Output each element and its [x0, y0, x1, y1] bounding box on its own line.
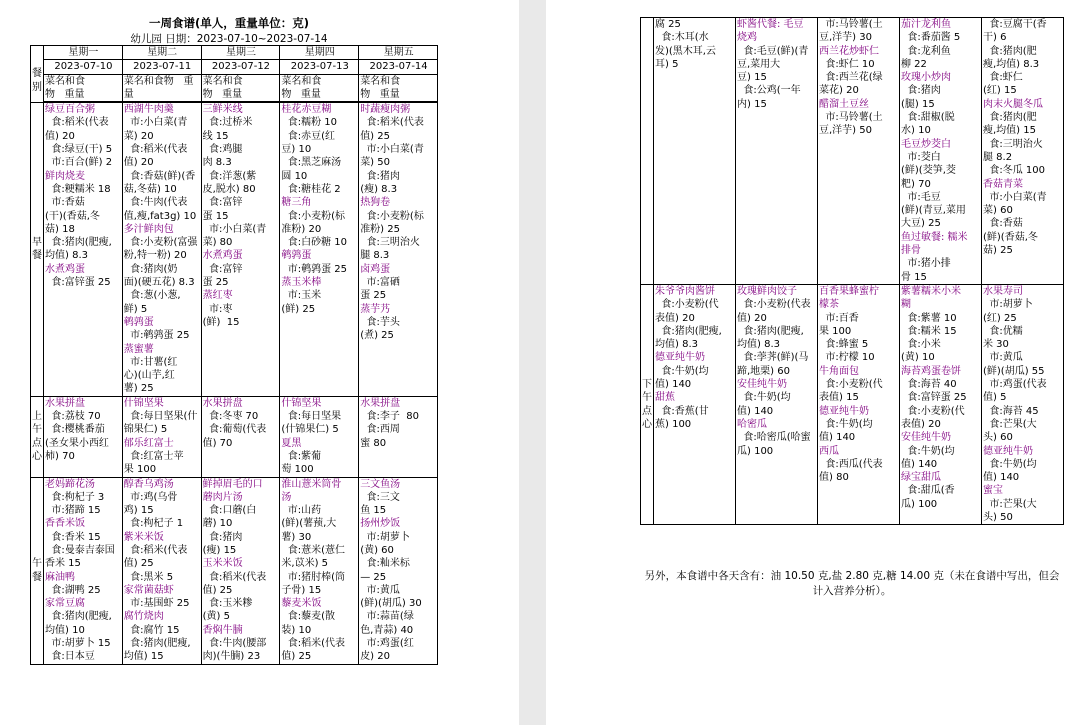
day-name: 星期五	[359, 46, 438, 60]
meal-row	[31, 103, 438, 397]
ingredient-line: 市:猪小排 骨 15	[901, 258, 951, 283]
menu-cell	[201, 103, 280, 397]
dish-name: 麻油鸭	[45, 571, 75, 583]
ingredient-line: 市:百香 果 100	[819, 312, 859, 337]
meal-label: 午 餐	[31, 477, 44, 664]
dish-name: 哈密瓜	[737, 418, 767, 430]
column-subheader-text: 菜名和食 物 重量	[202, 75, 243, 100]
ingredient-line: 食:小麦粉(标 准粉) 25	[360, 210, 424, 235]
ingredient-line: 食:小麦粉(代 表值) 20	[901, 405, 965, 430]
dish-name: 绿豆百合粥	[45, 104, 95, 116]
ingredient-line: 食:每日坚果 (什锦果仁) 5	[281, 411, 342, 436]
dish-name: 香香米饭	[45, 518, 85, 530]
menu-cell	[736, 18, 818, 285]
menu-cell	[900, 18, 982, 285]
ingredient-line: 食:公鸡(一年 内) 15	[737, 85, 801, 110]
ingredient-line: 食:糯粉 10	[281, 117, 338, 129]
ingredient-line: 食:紫薯 10	[901, 312, 957, 324]
menu-cell	[44, 103, 123, 397]
ingredient-line: 市:芒果(大 头) 50	[983, 498, 1037, 523]
dish-name: 西兰花炒虾仁	[819, 45, 879, 57]
ingredient-line: 食:玉米糁 (黄) 5	[202, 598, 253, 623]
ingredient-line: 食:稻米(代表 值) 25	[281, 638, 346, 663]
dish-name: 茄汁龙利鱼	[901, 19, 951, 30]
ingredient-line: 食:龙利鱼 柳 22	[901, 45, 951, 70]
ingredient-line: 食:猪肉(肥瘦, 均值) 15	[123, 638, 191, 663]
dish-name: 藜麦米饭	[281, 598, 322, 610]
document-page-2	[546, 0, 1080, 725]
ingredient-line: 市:鹌鹑蛋 25	[281, 263, 348, 275]
column-subheader-text: 菜名和食 物 重量	[281, 75, 322, 100]
ingredient-line: 市:鸡蛋(代表 值) 5	[983, 379, 1047, 404]
ingredient-line: 食:牛肉(腰部 肉)(牛腩) 23	[202, 638, 267, 663]
ingredient-line: 食:稻米(代表 值) 25	[360, 117, 424, 142]
weekly-menu-table-continued	[640, 17, 1064, 525]
ingredient-line: 食:白砂糖 10	[281, 237, 348, 249]
dish-name: 安佳纯牛奶	[737, 379, 787, 391]
ingredient-line: 食:猪肉(肥 瘦,均值) 8.3	[983, 45, 1040, 70]
document-page-1	[0, 0, 519, 725]
column-subheader-text: 菜名和食 物 重量	[45, 75, 85, 100]
ingredient-line: 食:猪肉 (腿) 15	[901, 85, 941, 110]
ingredient-line: 市:猪肘棒(筒 子骨) 15	[281, 571, 346, 596]
menu-cell	[44, 477, 123, 664]
ingredient-line: 食:鸡腿 肉 8.3	[202, 144, 243, 169]
ingredient-line: 食:糯米 15	[901, 325, 957, 337]
dish-name: 水果拼盘	[360, 397, 401, 409]
menu-cell	[359, 396, 438, 477]
meal-label: 下 午 点 心	[641, 284, 654, 524]
ingredient-line: 食:小麦粉(代表 值) 20	[737, 299, 811, 324]
menu-cell	[982, 284, 1064, 524]
ingredient-line: 食:番茄酱 5	[901, 32, 961, 44]
dish-name: 老妈蹄花汤	[45, 478, 95, 490]
ingredient-line: 食:小麦粉(代 表值) 20	[655, 299, 719, 324]
column-subheader	[280, 74, 359, 102]
ingredient-line: 市:马铃薯(土 豆,洋芋) 50	[819, 112, 883, 137]
ingredient-line: 食:稻米(代表 值) 25	[202, 571, 267, 596]
ingredient-line: 食:富锌 蛋 15	[202, 197, 243, 222]
menu-cell	[654, 18, 736, 285]
ingredient-line: 食:芋头 (煮) 25	[360, 316, 400, 342]
dish-name: 多汁鲜肉包	[123, 223, 174, 235]
ingredient-line: 食:黑芝麻汤 圆 10	[281, 157, 342, 182]
dish-name: 绿宝甜瓜	[901, 472, 941, 484]
ingredient-line: 食:猪肉 (瘦) 15	[202, 531, 243, 556]
dish-name: 家常豆腐	[45, 598, 85, 610]
meal-label: 早 餐	[31, 103, 44, 397]
dish-name: 三鲜米线	[202, 104, 243, 116]
day-name: 星期三	[201, 46, 280, 60]
ingredient-line: 食:牛奶(均 值) 140	[901, 445, 955, 470]
menu-cell	[122, 396, 201, 477]
dish-name: 鹌鹑蛋	[123, 316, 154, 328]
ingredient-line: 食:粳糯米 18	[45, 183, 111, 195]
ingredient-line: 食:蜂蜜 5	[819, 339, 869, 351]
ingredient-line: 食:牛肉(代表 值,瘦,fat3g) 10	[123, 197, 197, 222]
ingredient-line: 食:西兰花(绿 菜花) 20	[819, 72, 883, 97]
ingredient-line: 食:冬枣 70	[202, 411, 259, 423]
dish-name: 虾酱代餐: 毛豆 烧鸡	[737, 19, 804, 44]
menu-cell	[359, 477, 438, 664]
ingredient-line: 食:西周 蜜 80	[360, 424, 400, 449]
dish-name: 海苔鸡蛋卷饼	[901, 365, 961, 377]
page-gutter	[519, 0, 546, 725]
ingredient-line: 食:牛奶(均 值) 140	[819, 418, 873, 444]
dish-name: 蒸玉米棒	[281, 277, 322, 289]
ingredient-line: 市:胡萝卜 (黄) 60	[360, 531, 410, 556]
ingredient-line: 食:猪肉(肥瘦, 均值) 8.3	[45, 237, 112, 262]
dish-name: 家常菌菇虾	[123, 584, 174, 596]
column-subheader	[359, 74, 438, 102]
ingredient-line: 市:基围虾 25	[123, 598, 190, 610]
dish-name: 水果拼盘	[45, 397, 85, 409]
ingredient-line: 市:鸡蛋(红 皮) 20	[360, 638, 414, 663]
dish-name: 水煮鸡蛋	[45, 263, 85, 275]
menu-cell	[359, 103, 438, 397]
menu-cell	[280, 396, 359, 477]
menu-cell	[201, 477, 280, 664]
ingredient-line: 食:湖鸭 25	[45, 584, 101, 596]
ingredient-line: 市:小白菜(青 菜) 20	[123, 117, 188, 142]
menu-subtitle: 幼儿园 日期：2023-07-10~2023-07-14	[130, 33, 328, 45]
ingredient-line: 市:毛豆 (鲜)(青豆,菜用 大豆) 25	[901, 191, 966, 230]
ingredient-line: 食:黑米 5	[123, 571, 174, 583]
ingredient-line: 食:木耳(水 发)(黑木耳,云 耳) 5	[655, 32, 716, 70]
day-date: 2023-07-10	[44, 60, 123, 74]
dish-name: 玫瑰小炒肉	[901, 72, 951, 84]
dish-name: 德亚纯牛奶	[983, 445, 1033, 457]
dish-name: 蜜宝	[983, 485, 1003, 497]
ingredient-line: 食:猪肉(奶 面)(硬五花) 8.3	[123, 263, 195, 289]
ingredient-line: 食:绿豆(干) 5	[45, 144, 113, 156]
column-subheader	[44, 74, 123, 102]
ingredient-line: 市:马铃薯(土 豆,洋芋) 30	[819, 19, 883, 44]
day-date: 2023-07-12	[201, 60, 280, 74]
ingredient-line: 食:海苔 45	[983, 405, 1039, 417]
ingredient-line: 食:富锌蛋 25	[45, 277, 111, 289]
meal-label: 上 午 点 心	[31, 396, 44, 477]
dish-name: 百香果蜂蜜柠 檬茶	[819, 285, 879, 311]
ingredient-line: 市:茭白 (鲜)(茭笋,茭 粑) 70	[901, 151, 956, 190]
dish-name: 醇香乌鸡汤	[123, 478, 174, 490]
dish-name: 时蔬瘦肉粥	[360, 104, 411, 116]
day-date: 2023-07-11	[122, 60, 201, 74]
ingredient-line: 食:冬瓜 100	[983, 165, 1045, 177]
ingredient-line: 食:稻米(代表 值) 25	[123, 544, 188, 570]
ingredient-line: 食:甜椒(脱 水) 10	[901, 112, 955, 137]
dish-name: 西瓜	[819, 445, 839, 457]
ingredient-line: 食:海苔 40	[901, 379, 957, 391]
dish-name: 糖三角	[281, 197, 312, 209]
dish-name: 香菇青菜	[983, 178, 1023, 190]
menu-cell	[818, 284, 900, 524]
meal-header: 餐 别	[31, 46, 44, 103]
dish-name: 紫米米饭	[123, 531, 164, 543]
ingredient-line: 食:三明治火 腿 8.2	[983, 138, 1043, 163]
dish-name: 腐竹烧肉	[123, 611, 164, 623]
ingredient-line: 食:猪肉(肥瘦, 均值) 8.3	[655, 325, 722, 351]
ingredient-line: 食:葡萄(代表 值) 70	[202, 424, 267, 449]
ingredient-line: 市:鹌鹑蛋 25	[123, 330, 190, 342]
menu-cell	[201, 396, 280, 477]
column-subheader-text: 菜名和食物 重 量	[123, 75, 194, 100]
dish-name: 什锦坚果	[281, 397, 322, 409]
dish-name: 紫薯糯米小米 糊	[901, 285, 961, 311]
ingredient-line: 食:豆腐干(香 干) 6	[983, 19, 1047, 44]
column-subheader	[201, 74, 280, 102]
ingredient-line: 食:小麦粉(标 准粉) 20	[281, 210, 346, 235]
ingredient-line: 食:小麦粉(富强 粉,特一粉) 20	[123, 237, 198, 262]
dish-name: 鲜肉烧麦	[45, 170, 85, 182]
dish-name: 毛豆炒茭白	[901, 138, 951, 150]
dish-name: 蒸蜜薯	[123, 343, 154, 355]
ingredient-line: 食:葱(小葱, 鲜) 5	[123, 290, 181, 315]
ingredient-line: 食:紫葡 萄 100	[281, 450, 322, 476]
dish-name: 三文鱼汤	[360, 478, 401, 490]
ingredient-line: 食:红富士苹 果 100	[123, 450, 184, 476]
ingredient-line: 食:牛奶(均 值) 140	[983, 458, 1037, 484]
ingredient-line: 食:香菇(鲜)(香 菇,冬菇) 10	[123, 170, 196, 195]
ingredient-line: 市:小白菜(青 菜) 60	[983, 191, 1047, 217]
day-date: 2023-07-14	[359, 60, 438, 74]
ingredient-line: 食:曼泰吉泰国 香米 15	[45, 544, 115, 570]
column-subheader-text: 菜名和食 物 重量	[360, 75, 401, 100]
ingredient-line: 食:腐竹 15	[123, 624, 180, 636]
ingredient-line: 食:优糯 米 30	[983, 325, 1023, 351]
ingredient-line: 食:牛奶(均 值) 140	[737, 392, 791, 417]
ingredient-line: 市:猪蹄 15	[45, 505, 101, 517]
ingredient-line: 食:猪肉 (瘦) 8.3	[360, 170, 400, 195]
ingredient-line: 市:胡萝卜 (红) 25	[983, 299, 1033, 324]
ingredient-line: 食:猪肉(肥瘦, 均值) 8.3	[737, 325, 804, 351]
dish-name: 肉末火腿冬瓜	[983, 98, 1043, 110]
ingredient-line: 食:三文 鱼 15	[360, 491, 400, 517]
menu-cell	[122, 103, 201, 397]
ingredient-line: 食:洋葱(紫 皮,脱水) 80	[202, 170, 257, 195]
nutrition-note: 另外，本食谱中各天含有：油 10.50 克,盐 2.80 克,糖 14.00 克（未在食谱中写出，但会计入营养分析）。	[644, 570, 1060, 597]
dish-name: 香焖牛腩	[202, 624, 243, 636]
ingredient-line: 食:小米 (黄) 10	[901, 339, 941, 364]
ingredient-line: 食:每日坚果(什 锦果仁) 5	[123, 411, 198, 436]
ingredient-line: 市:黄瓜 (鲜)(胡瓜) 30	[360, 584, 422, 610]
ingredient-line: 食:枸杞子 1	[123, 518, 184, 530]
meal-row	[641, 284, 1064, 524]
ingredient-line: 市:小白菜(青 菜) 80	[202, 223, 267, 249]
ingredient-line: 食:稻米(代表 值) 20	[123, 144, 188, 169]
ingredient-line: 食:虾仁 (红) 15	[983, 72, 1023, 97]
ingredient-line: 食:小麦粉(代 表值) 15	[819, 379, 883, 404]
ingredient-line: 市:甘薯(红 心)(山芋,红 薯) 25	[123, 356, 178, 395]
dish-name: 玫瑰鲜肉饺子	[737, 285, 797, 297]
ingredient-line: 食:猪肉(肥瘦, 均值) 10	[45, 611, 112, 636]
dish-name: 玉米米饭	[202, 558, 243, 570]
ingredient-line: 食:李子 80	[360, 411, 419, 423]
ingredient-line: 市:黄瓜 (鲜)(胡瓜) 55	[983, 352, 1045, 377]
menu-cell	[122, 477, 201, 664]
ingredient-line: 市:富硒 蛋 25	[360, 277, 400, 302]
ingredient-line: 市:香菇 (干)(香菇,冬 菇) 18	[45, 197, 100, 235]
ingredient-line: 食:荔枝 70	[45, 411, 101, 423]
ingredient-line: 腐 25	[655, 19, 681, 30]
dish-name: 牛角面包	[819, 365, 859, 377]
dish-name: 朱爷爷肉酱饼	[655, 285, 715, 297]
ingredient-line: 食:哈密瓜(哈蜜 瓜) 100	[737, 432, 811, 457]
dish-name: 卤鸡蛋	[360, 263, 391, 275]
day-name: 星期一	[44, 46, 123, 60]
day-name: 星期二	[122, 46, 201, 60]
meal-row	[31, 396, 438, 477]
dish-name: 郁乐红富士	[123, 437, 174, 449]
ingredient-line: 市:柠檬 10	[819, 352, 875, 364]
ingredient-line: 市:百合(鲜) 2	[45, 157, 113, 169]
meal-row	[31, 477, 438, 664]
dish-name: 鲜掉眉毛的口 蘑肉片汤	[202, 478, 263, 503]
dish-name: 蒸红枣	[202, 290, 233, 302]
dish-name: 扬州炒饭	[360, 518, 401, 530]
dish-name: 鱼过敏餐: 糯米 排骨	[901, 231, 968, 257]
ingredient-line: 食:枸杞子 3	[45, 491, 105, 503]
dish-name: 水煮鸡蛋	[202, 250, 243, 262]
ingredient-line: 市:山药 (鲜)(薯蓣,大 薯) 30	[281, 505, 337, 543]
ingredient-line: 食:虾仁 10	[819, 58, 875, 70]
dish-name: 安佳纯牛奶	[901, 432, 951, 444]
menu-cell	[280, 477, 359, 664]
ingredient-line: 食:三明治火 腿 8.3	[360, 237, 420, 262]
dish-name: 水果寿司	[983, 285, 1023, 297]
ingredient-line: 市:蒜苗(绿 色,青蒜) 40	[360, 611, 414, 636]
dish-name: 水果拼盘	[202, 397, 243, 409]
ingredient-line: 食:荸荠(鲜)(马 蹄,地栗) 60	[737, 352, 809, 377]
ingredient-line: 食:西瓜(代表 值) 80	[819, 458, 883, 484]
ingredient-line: 食:芒果(大 头) 60	[983, 418, 1037, 444]
menu-cell	[280, 103, 359, 397]
ingredient-line: 食:藜麦(散 装) 10	[281, 611, 336, 636]
ingredient-line: 食:稻米(代表 值) 20	[45, 117, 109, 142]
ingredient-line: 食:牛奶(均 值) 140	[655, 365, 709, 391]
dish-name: 德亚纯牛奶	[655, 352, 705, 364]
day-name: 星期四	[280, 46, 359, 60]
ingredient-line: 食:赤豆(红 豆) 10	[281, 130, 336, 156]
menu-cell	[818, 18, 900, 285]
ingredient-line: 食:糖桂花 2	[281, 183, 341, 195]
menu-cell	[44, 396, 123, 477]
ingredient-line: 食:过桥米 线 15	[202, 117, 253, 142]
ingredient-line: 食:口蘑(白 蘑) 10	[202, 505, 257, 530]
menu-cell	[736, 284, 818, 524]
ingredient-line: 食:香蕉(甘 蕉) 100	[655, 405, 709, 430]
menu-title: 一周食谱(单人，重量单位：克)	[148, 16, 309, 30]
dish-name: 夏黑	[281, 437, 302, 449]
dish-name: 什锦坚果	[123, 397, 164, 409]
dish-name: 鹌鹑蛋	[281, 250, 312, 262]
meal-row	[641, 18, 1064, 285]
ingredient-line: 食:香菇 (鲜)(香菇,冬 菇) 25	[983, 218, 1038, 257]
dish-name: 桂花赤豆糊	[281, 104, 332, 116]
menu-cell	[900, 284, 982, 524]
ingredient-line: 市:鸡(乌骨 鸡) 15	[123, 491, 178, 517]
weekly-menu-table	[30, 45, 438, 665]
menu-cell	[654, 284, 736, 524]
ingredient-line: 食:富锌 蛋 25	[202, 263, 243, 289]
column-subheader	[122, 74, 201, 102]
dish-name: 醋溜土豆丝	[819, 98, 869, 110]
ingredient-line: 市:小白菜(青 菜) 50	[360, 144, 424, 169]
dish-name: 德亚纯牛奶	[819, 405, 869, 417]
dish-name: 西湖牛肉羹	[123, 104, 174, 116]
ingredient-line: 食:富锌蛋 25	[901, 392, 967, 404]
ingredient-line: 食:樱桃番茄 (圣女果小西红 柿) 70	[45, 424, 109, 462]
ingredient-line: 食:日本豆	[45, 651, 95, 663]
ingredient-line: 市:枣 (鲜) 15	[202, 303, 240, 328]
ingredient-line: 食:甜瓜(香 瓜) 100	[901, 485, 955, 510]
dish-name: 蒸芋艿	[360, 303, 391, 315]
ingredient-line: 市:玉米 (鲜) 25	[281, 290, 322, 315]
ingredient-line: 市:胡萝卜 15	[45, 638, 111, 650]
ingredient-line: 食:香米 15	[45, 531, 101, 543]
dish-name: 甜蕉	[655, 392, 675, 404]
ingredient-line: 食:猪肉(肥 瘦,均值) 15	[983, 112, 1037, 137]
ingredient-line: 食:籼米标 — 25	[360, 558, 410, 583]
dish-name: 热狗卷	[360, 197, 391, 209]
dish-name: 淮山薏米筒骨 汤	[281, 478, 342, 503]
meal-label	[641, 18, 654, 285]
menu-cell	[982, 18, 1064, 285]
ingredient-line: 食:毛豆(鲜)(青 豆,菜用大 豆) 15	[737, 45, 809, 84]
day-date: 2023-07-13	[280, 60, 359, 74]
ingredient-line: 食:薏米(薏仁 米,苡米) 5	[281, 544, 346, 570]
